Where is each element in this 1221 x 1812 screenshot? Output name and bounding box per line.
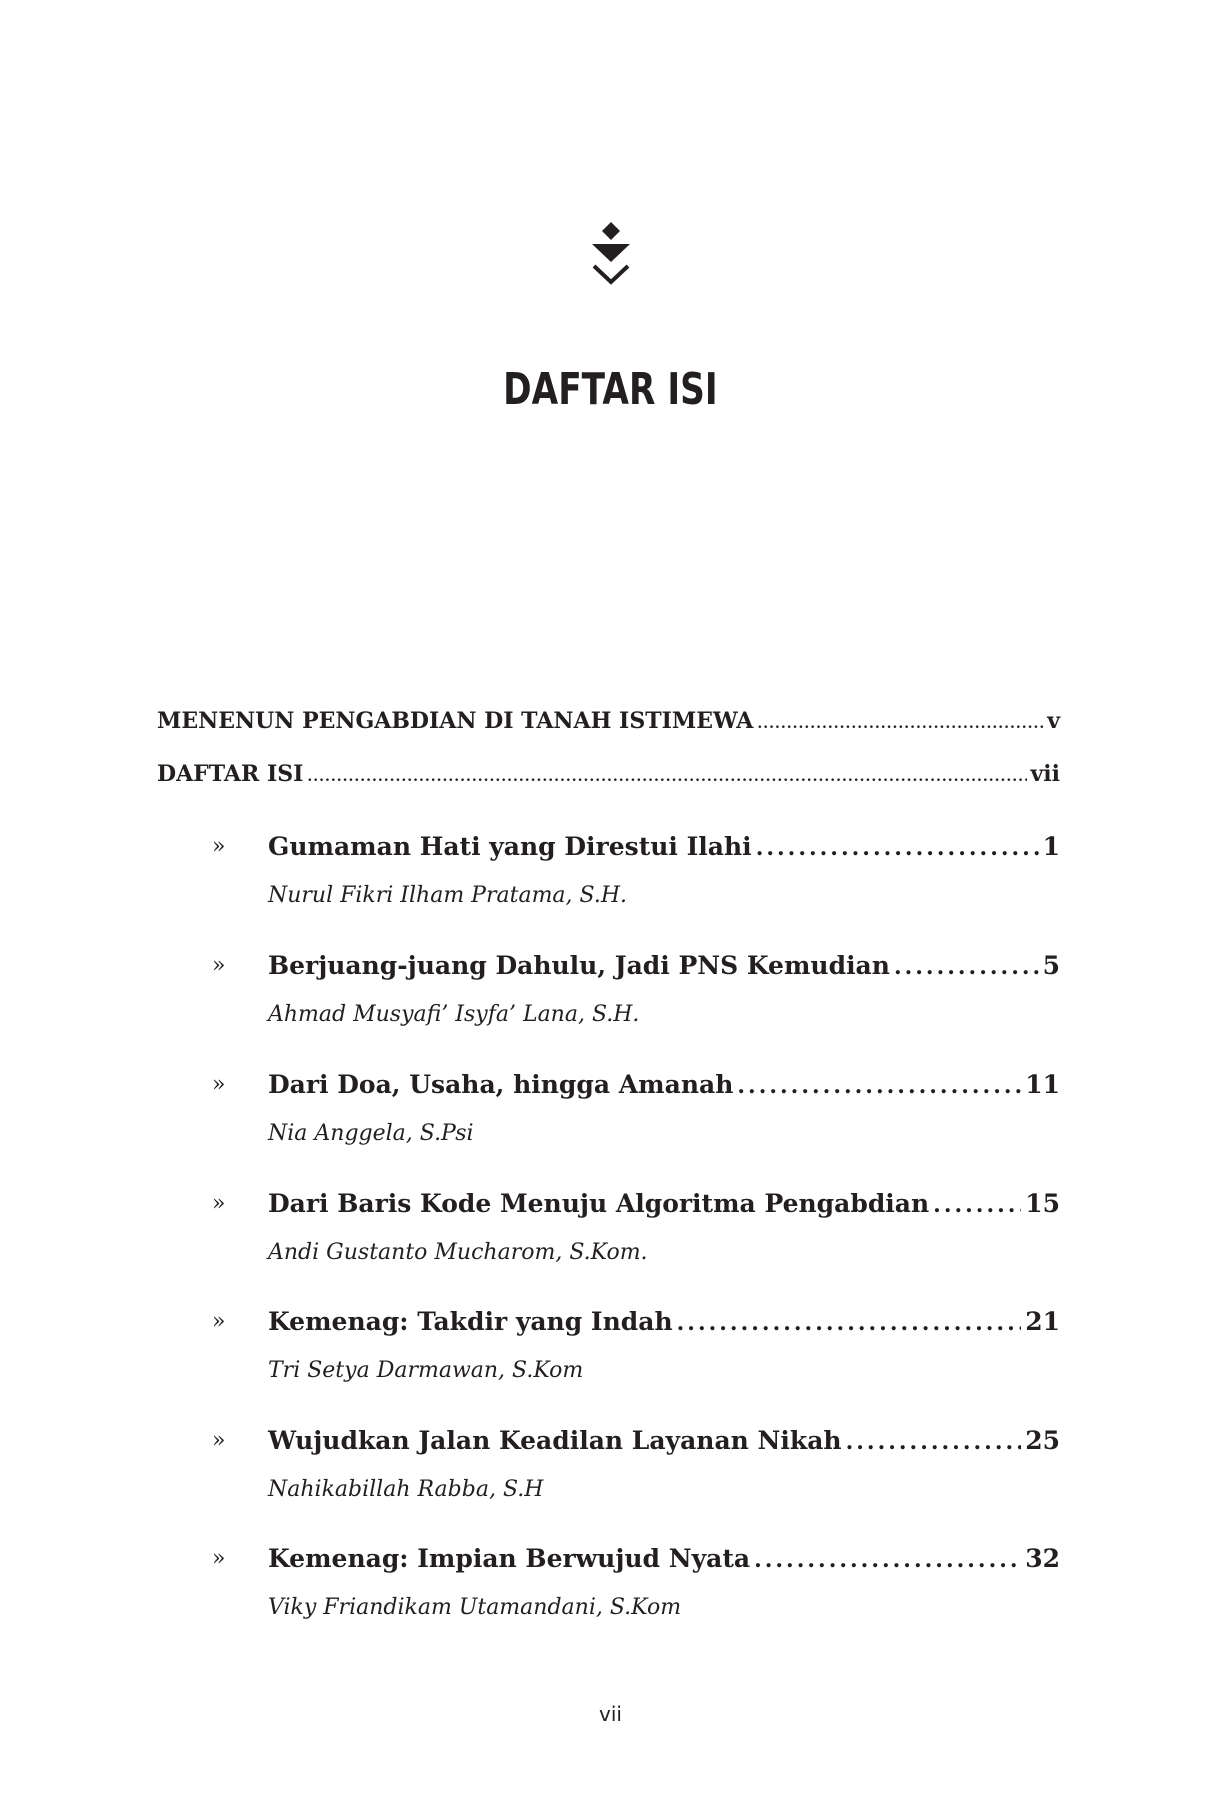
toc-entry-page: 25	[1025, 1426, 1060, 1455]
dot-leader	[677, 1305, 1022, 1341]
guillemet-bullet-icon: »	[212, 1191, 226, 1216]
toc-entry-page: 32	[1025, 1544, 1060, 1573]
toc-entry-title: Berjuang-juang Dahulu, Jadi PNS Kemudian	[268, 951, 890, 980]
page-number: vii	[599, 1702, 622, 1726]
toc-entry-author: Tri Setya Darmawan, S.Kom	[268, 1358, 584, 1383]
toc-entry[interactable]	[268, 1423, 1060, 1460]
toc-entry-title: Gumaman Hati yang Direstui Ilahi	[268, 832, 752, 861]
toc-entry[interactable]	[268, 1304, 1060, 1341]
toc-entry-page: 21	[1025, 1307, 1060, 1336]
toc-entry-title: Kemenag: Takdir yang Indah	[268, 1307, 673, 1336]
toc-entry-title: Kemenag: Impian Berwujud Nyata	[268, 1544, 751, 1573]
dot-leader	[846, 1424, 1022, 1460]
toc-entry-title: Dari Doa, Usaha, hingga Amanah	[268, 1070, 734, 1099]
dot-leader	[737, 1068, 1021, 1104]
dot-leader	[307, 760, 1026, 794]
guillemet-bullet-icon: »	[212, 1072, 226, 1097]
toc-front-page: v	[1047, 708, 1060, 734]
toc-entry-author: Nia Anggela, S.Psi	[268, 1121, 474, 1146]
toc-front-page: vii	[1030, 761, 1060, 787]
toc-entry-title: Dari Baris Kode Menuju Algoritma Pengabdian	[268, 1189, 930, 1218]
toc-entry-title: Wujudkan Jalan Keadilan Layanan Nikah	[268, 1426, 842, 1455]
toc-entry-page: 15	[1025, 1189, 1060, 1218]
dot-leader	[757, 707, 1043, 741]
toc-entry[interactable]	[268, 1186, 1060, 1223]
toc-entry-author: Viky Friandikam Utamandani, S.Kom	[268, 1595, 682, 1620]
toc-entry-author: Nurul Fikri Ilham Pratama, S.H.	[268, 883, 627, 908]
toc-entry-author: Nahikabillah Rabba, S.H	[268, 1477, 544, 1502]
page-title: DAFTAR ISI	[503, 364, 718, 415]
toc-entry-page: 1	[1042, 832, 1060, 861]
toc-entry-page: 5	[1042, 951, 1060, 980]
dot-leader	[754, 1542, 1021, 1578]
dot-leader	[756, 830, 1039, 866]
guillemet-bullet-icon: »	[212, 1309, 226, 1334]
toc-front-item[interactable]	[157, 757, 1060, 794]
dot-leader	[933, 1187, 1021, 1223]
toc-entry[interactable]	[268, 1541, 1060, 1578]
diamond-chevrons-ornament-icon	[590, 222, 632, 288]
toc-front-title: DAFTAR ISI	[157, 761, 304, 787]
guillemet-bullet-icon: »	[212, 834, 226, 859]
toc-entry-page: 11	[1025, 1070, 1060, 1099]
guillemet-bullet-icon: »	[212, 953, 226, 978]
toc-entry[interactable]	[268, 948, 1060, 985]
dot-leader	[894, 949, 1039, 985]
guillemet-bullet-icon: »	[212, 1428, 226, 1453]
guillemet-bullet-icon: »	[212, 1546, 226, 1571]
toc-front-title: MENENUN PENGABDIAN DI TANAH ISTIMEWA	[157, 708, 754, 734]
toc-entry-author: Andi Gustanto Mucharom, S.Kom.	[268, 1240, 648, 1265]
toc-entry[interactable]	[268, 829, 1060, 866]
toc-entry-author: Ahmad Musyafi’ Isyfa’ Lana, S.H.	[268, 1002, 640, 1027]
toc-front-item[interactable]	[157, 704, 1060, 741]
toc-entry[interactable]	[268, 1067, 1060, 1104]
